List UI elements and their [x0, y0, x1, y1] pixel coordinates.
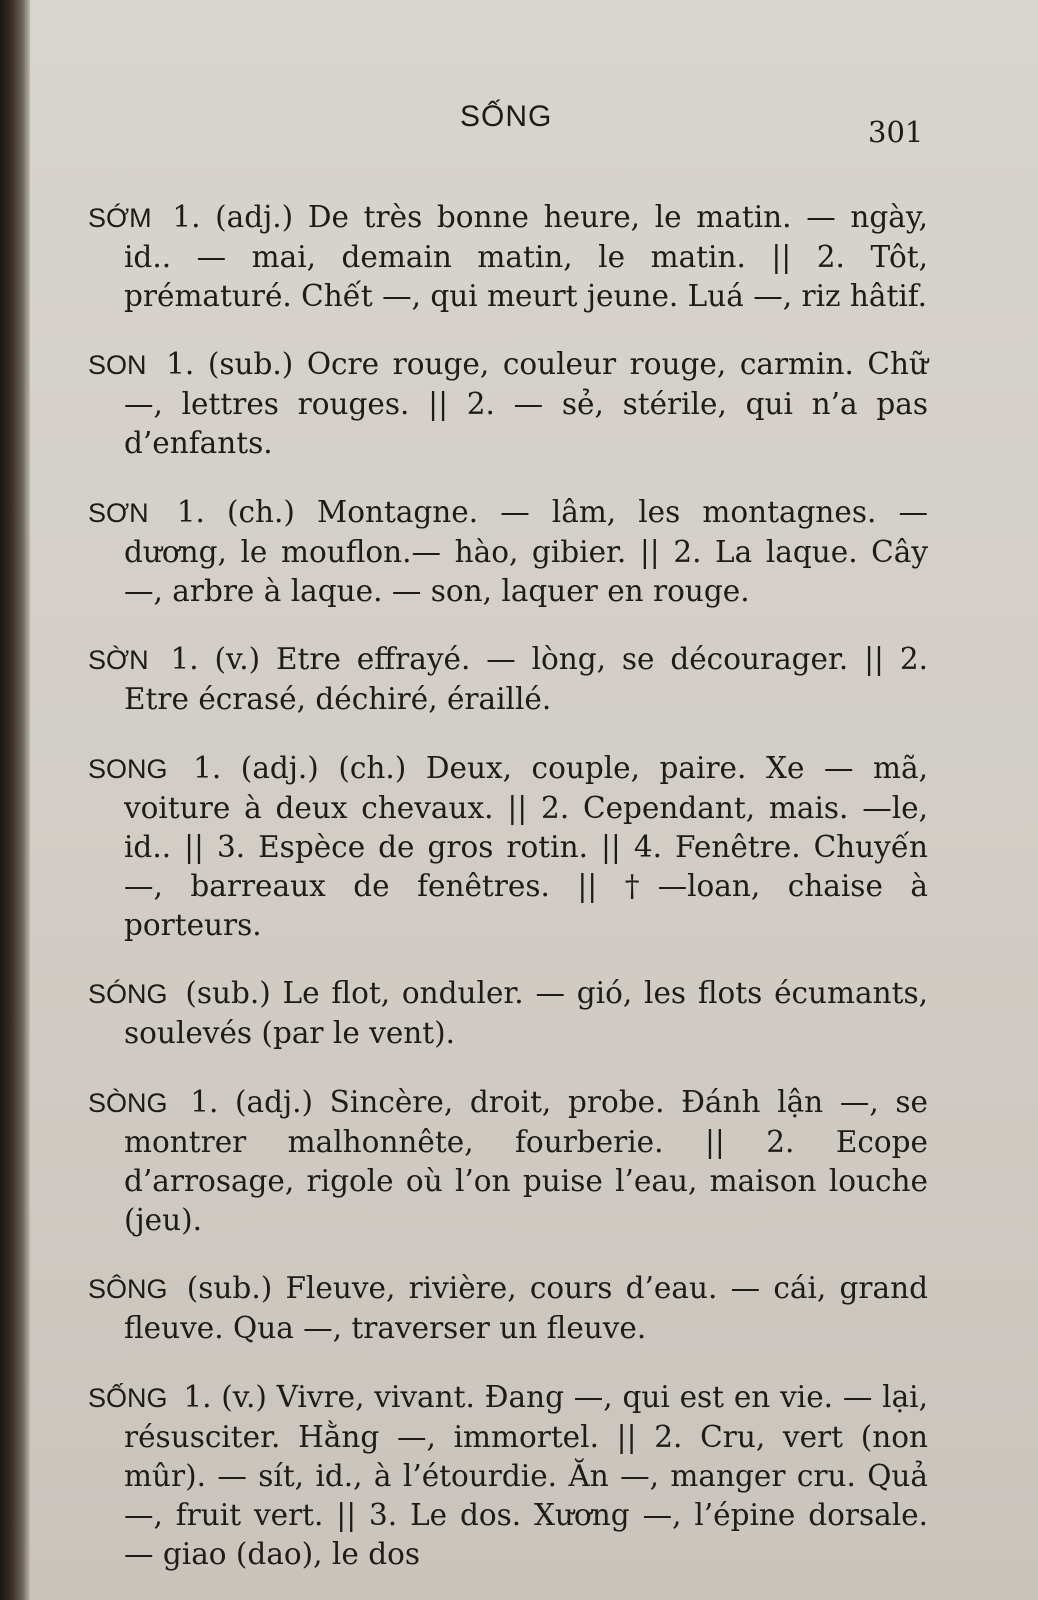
dictionary-entry: [88, 1269, 928, 1348]
dictionary-entry: [88, 345, 928, 463]
entry-headword: SONG: [88, 753, 168, 784]
entry-definition: 1. (v.) Etre effrayé. — lòng, se décourager. || 2. Etre écrasé, déchiré, éraillé.: [124, 642, 928, 716]
book-binding-shadow: [0, 0, 30, 1600]
entry-headword: SỚM: [88, 202, 152, 233]
page-number: 301: [868, 115, 924, 149]
book-page: [30, 0, 1038, 1600]
entry-headword: SỐNG: [88, 1382, 168, 1413]
entry-definition: 1. (sub.) Ocre rouge, couleur rouge, carmin. Chữ —, lettres rouges. || 2. — sẻ, stérile, qui n’a pas d’enfants.: [124, 347, 928, 460]
entry-definition: 1. (adj.) De très bonne heure, le matin. — ngày, id.. — mai, demain matin, le matin. || 2. Tôt, prématuré. Chết —, qui meurt jeune. Luá —, riz hâtif.: [124, 199, 928, 313]
entry-headword: SON: [88, 350, 147, 380]
entry-definition: 1. (v.) Vivre, vivant. Đang —, qui est en vie. — lại, résusciter. Hằng —, immortel. || 2. Cru, vert (non mûr). — sít, id., à l’étourdie. Ăn —, manger cru. Quả —, fruit vert. || 3. Le dos. Xương —, l’épine dorsale. — giao (dao), le dos: [124, 1379, 928, 1571]
entry-definition: 1. (adj.) Sincère, droit, probe. Đánh lận —, se montrer malhonnête, fourberie. || 2. Ecope d’arrosage, rigole où l’on puise l’eau, maison louche (jeu).: [124, 1084, 928, 1237]
entry-headword: SƠN: [88, 497, 149, 528]
entry-definition: (sub.) Le flot, onduler. — gió, les flots écumants, soulevés (par le vent).: [124, 976, 928, 1050]
dictionary-entries: [88, 168, 928, 1588]
entry-headword: SÔNG: [88, 1274, 168, 1304]
entry-definition: (sub.) Fleuve, rivière, cours d’eau. — cái, grand fleuve. Qua —, traverser un fleuve.: [124, 1271, 928, 1345]
dictionary-entry: [88, 1378, 928, 1574]
entry-headword: SỜN: [88, 645, 149, 675]
dictionary-entry: [88, 493, 928, 611]
dictionary-entry: [88, 198, 928, 316]
dictionary-entry: [88, 749, 928, 945]
dictionary-entry: [88, 640, 928, 719]
entry-headword: SÓNG: [88, 979, 168, 1009]
entry-definition: 1. (ch.) Montagne. — lâm, les montagnes. — dương, le mouflon.— hào, gibier. || 2. La laque. Cây —, arbre à laque. — son, laquer en rouge.: [124, 494, 928, 608]
dictionary-entry: [88, 1083, 928, 1240]
entry-headword: SÒNG: [88, 1087, 168, 1118]
running-head: SỐNG: [460, 100, 553, 133]
dictionary-entry: [88, 974, 928, 1053]
entry-definition: 1. (adj.) (ch.) Deux, couple, paire. Xe — mã, voiture à deux chevaux. || 2. Cependant, mais. —le, id.. || 3. Espèce de gros rotin. || 4. Fenêtre. Chuyến —, barreaux de fenêtres. || †—loan, chaise à porteurs.: [124, 750, 928, 942]
